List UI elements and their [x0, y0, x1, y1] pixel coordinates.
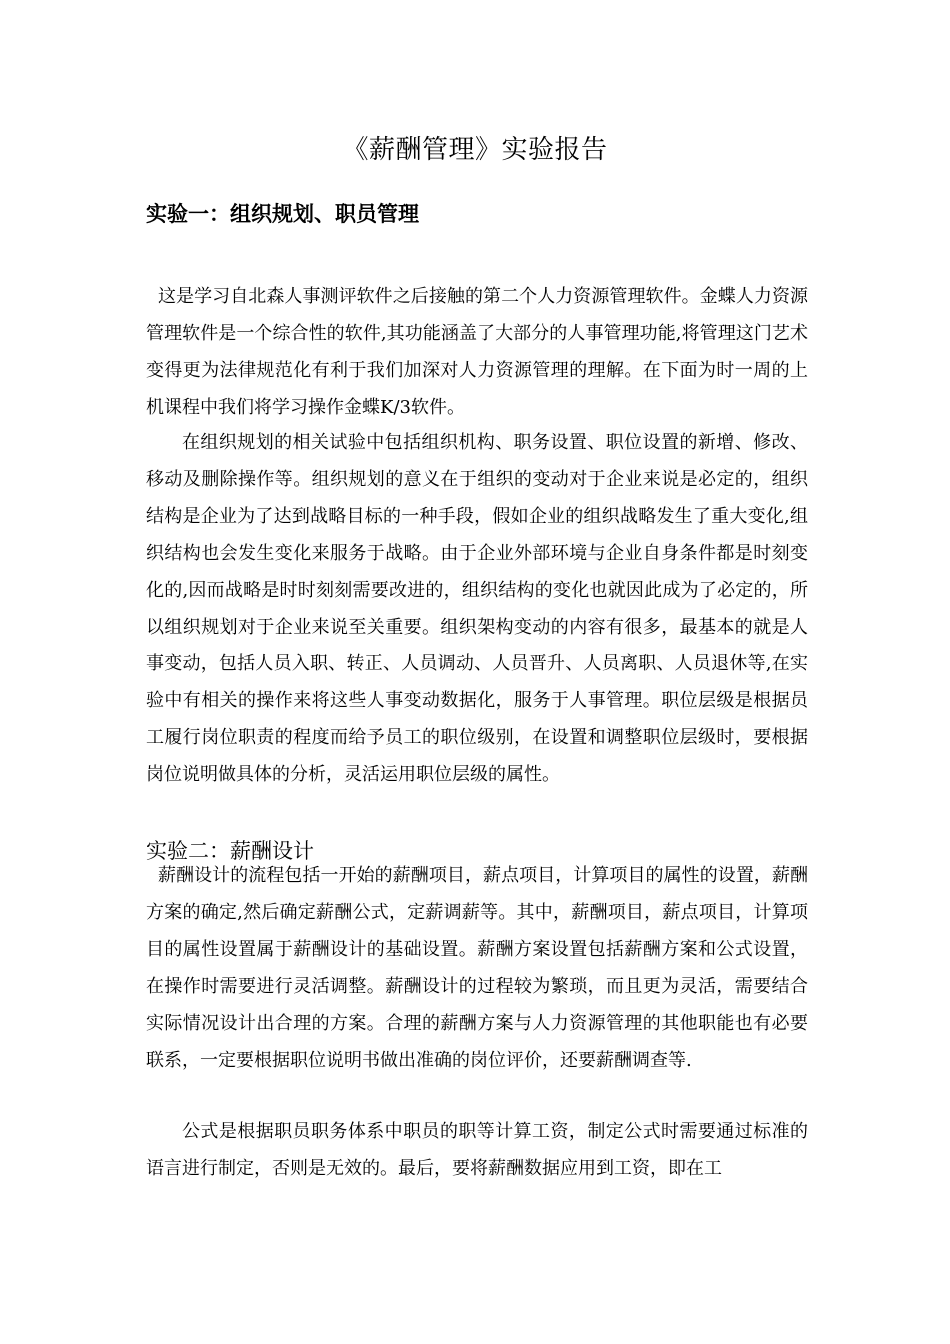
document-title: 《薪酬管理》实验报告 — [342, 135, 608, 165]
section-one-paragraph: 在组织规划的相关试验中包括组织机构、职务设置、职位设置的新增、修改、移动及删除操作等。组织规划的意义在于组织的变动对于企业来说是必定的，组织结构是企业为了达到战略目标的一种手段，假如企业的组织战略发生了重大变化,组织结构也会发生变化来服务于战略。由于企业外部环境与企业自身条件都是时刻变化的,因而战略是时时刻刻需要改进的，组织结构的变化也就因此成为了必定的，所以组织规划对于企业来说至关重要。组织架构变动的内容有很多，最基本的就是人事变动，包括人员入职、转正、人员调动、人员晋升、人员离职、人员退休等,在实验中有相关的操作来将这些人事变动数据化，服务于人事管理。职位层级是根据员工履行岗位职责的程度而给予员工的职位级别，在设置和调整职位层级时，要根据岗位说明做具体的分析，灵活运用职位层级的属性。 — [146, 432, 808, 786]
section-two-paragraph: 薪酬设计的流程包括一开始的薪酬项目，薪点项目，计算项目的属性的设置，薪酬方案的确定,然后确定薪酬公式，定薪调薪等。其中，薪酬项目，薪点项目，计算项目的属性设置属于薪酬设计的基础设置。薪酬方案设置包括薪酬方案和公式设置，在操作时需要进行灵活调整。薪酬设计的过程较为繁琐，而且更为灵活，需要结合实际情况设计出合理的方案。合理的薪酬方案与人力资源管理的其他职能也有必要联系，一定要根据职位说明书做出准确的岗位评价，还要薪酬调查等. — [146, 865, 808, 1071]
section-heading-experiment-two: 实验二：薪酬设计 — [146, 839, 314, 863]
section-two-paragraph: 公式是根据职员职务体系中职员的职等计算工资，制定公式时需要通过标准的语言进行制定，否则是无效的。最后，要将薪酬数据应用到工资，即在工 — [146, 1121, 808, 1179]
section-one-paragraph: 这是学习自北森人事测评软件之后接触的第二个人力资源管理软件。金蝶人力资源管理软件是一个综合性的软件,其功能涵盖了大部分的人事管理功能,将管理这门艺术变得更为法律规范化有利于我们加深对人力资源管理的理解。在下面为时一周的上机课程中我们将学习操作金蝶K/3软件。 — [146, 286, 808, 418]
section-heading-experiment-one: 实验一：组织规划、职员管理 — [146, 202, 419, 226]
